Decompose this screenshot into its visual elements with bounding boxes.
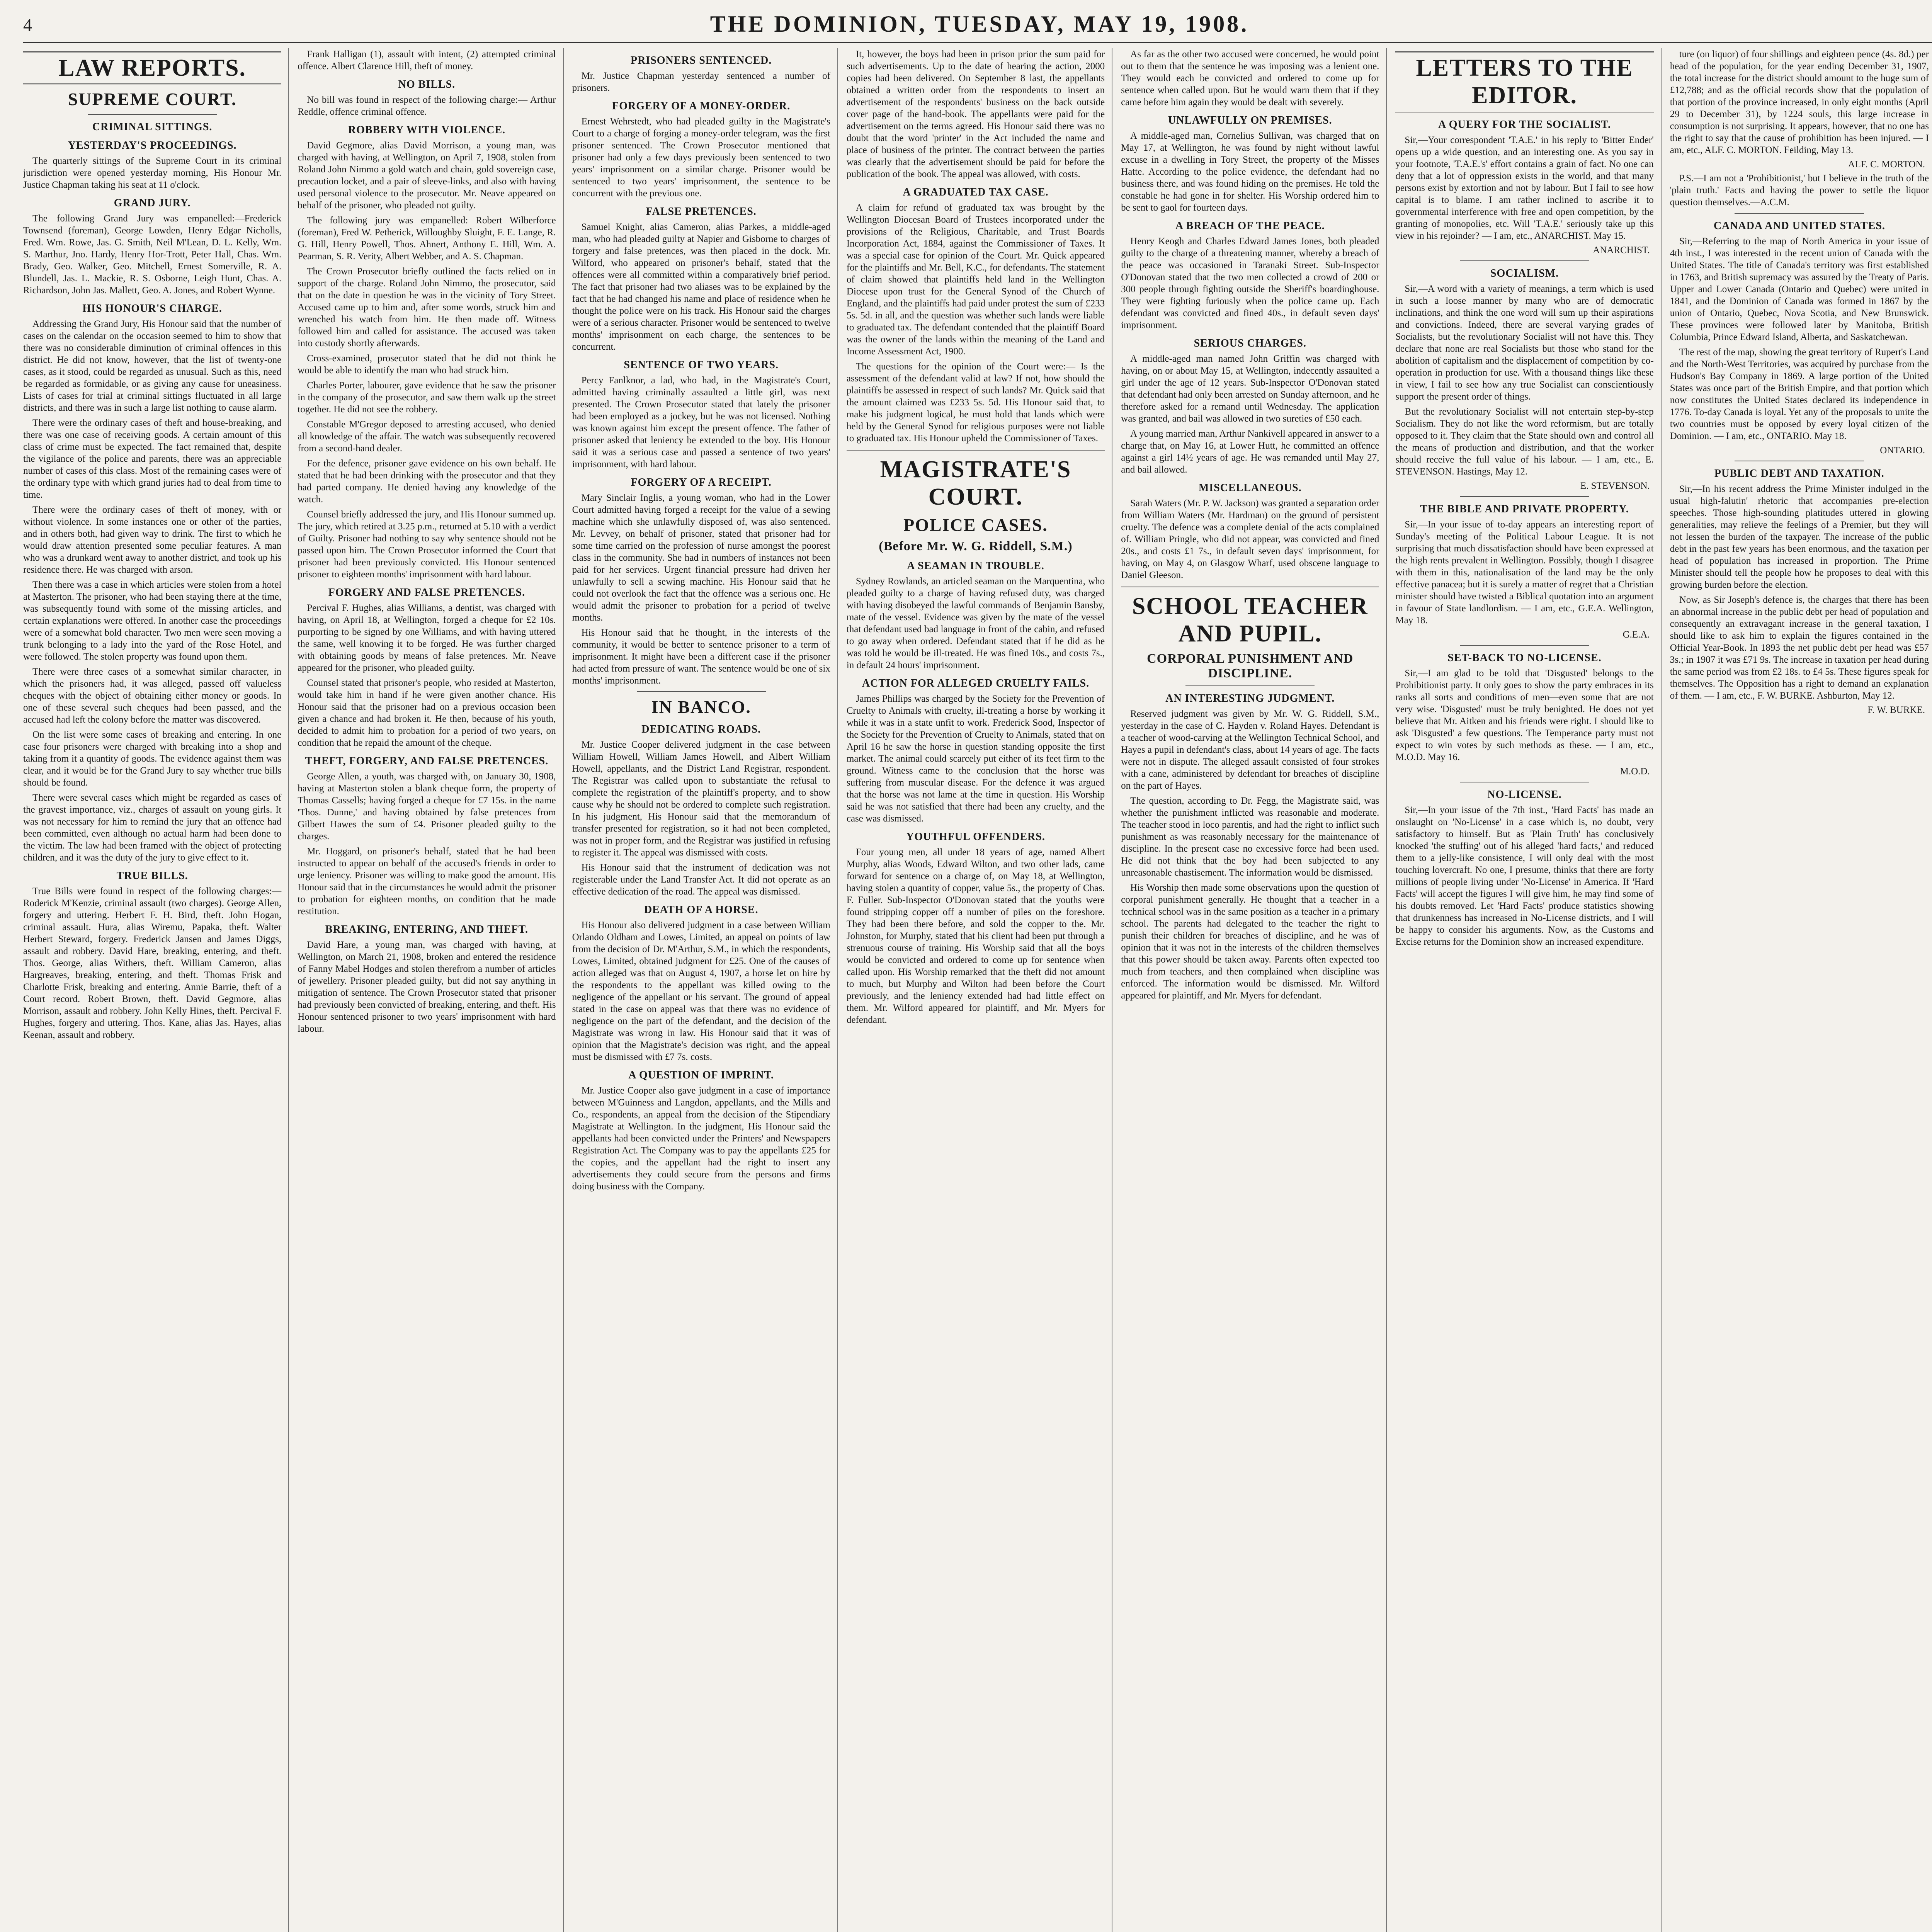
article-paragraph: There were three cases of a somewhat similar character, in which the prisoners had, it was alleged, passed off valueless cheques with the object of obtaining either money or goods. In one of these several such cheques had been passed, and the accused had left the colony before the matter was discovered. — [23, 667, 282, 725]
money-order-subheading: FORGERY OF A MONEY-ORDER. — [612, 100, 791, 112]
article-paragraph: On the list were some cases of breaking and entering. In one case four prisoners were charged with breaking into a shop and taking from it a quantity of goods. The evidence against them was clear, and it would be for the Grand Jury to say whether true bills should be found. — [23, 730, 282, 788]
letter-signature: M.O.D. — [1620, 766, 1650, 777]
article-paragraph: The following jury was empanelled: Robert Wilberforce (foreman), Fred W. Petherick, Willoughby Sluight, F. E. Lange, R. G. Hill, Henry Powell, Thos. Ahnert, Anthony E. Hill, Wm. A. Pearman, S. R. Verity, Albert Webber, and A. S. Chapman. — [298, 215, 556, 262]
article-paragraph: Counsel stated that prisoner's people, who resided at Masterton, would take him in hand if he were given another chance. His Honour said that the prisoner had on a previous occasion been given a chance and had broken it. He then, because of his youth, decided to admit him to probation for a period of two years, on condition that he repaid the amount of the cheque. — [298, 678, 556, 748]
criminal-sittings-subheading: CRIMINAL SITTINGS. — [92, 121, 213, 133]
column-5 — [1121, 48, 1387, 1932]
before-magistrate-note: (Before Mr. W. G. Riddell, S.M.) — [879, 539, 1073, 553]
forgery-subheading: FORGERY AND FALSE PRETENCES. — [328, 587, 526, 599]
letter-signature: F. W. BURKE. — [1867, 705, 1925, 715]
letter-paragraph: Sir,—In your issue of the 7th inst., 'Hard Facts' has made an onslaught on 'No-License' in a case which is, no doubt, very satisfactory to himself. But as 'Plain Truth' has conclusively knocked 'the stuffing' out of his alleged 'hard facts,' and reduced them to a jelly-like consistence, I will only deal with the most touching lovercraft. No one, I presume, thinks that there are forty millions of people living under 'No-License' in America. If 'Hard Facts' will accept the figures I will give him, he may find some of his doubts removed. Let 'Hard Facts' produce statistics showing that drunkenness has increased in No-License districts, and I will be happy to consider his arguments. Now, as the Customs and Excise returns for the Dominion show an increased expenditure. — [1395, 805, 1654, 947]
robbery-subheading: ROBBERY WITH VIOLENCE. — [348, 124, 505, 136]
article-paragraph: True Bills were found in respect of the following charges:— Roderick M'Kenzie, criminal assault (two charges). George Allen, forgery and uttering. Herbert F. H. Bird, theft. John Hogan, criminal assault. Hura, alias Wiremu, Papaka, theft. Walter Herbert Steward, forgery. Frederick Jansen and James Diggs, assault and robbery. David Hare, breaking, entering, and theft. Thos. George, alias Withers, theft. William Cameron, alias Hargreaves, breaking, entering, and theft. Thomas Frisk and Charlotte Frisk, breaking and entering. Annie Barrie, theft of a Court record. Robert Brown, theft. David Gegmore, alias Morrison, assault and robbery. John Kelly Hines, theft. Percival F. Hughes, forgery and uttering. Thos. Kane, alias Jas. Hayes, alias Keenan, assault and robbery. — [23, 886, 282, 1040]
socialism-subheading: SOCIALISM. — [1490, 267, 1559, 279]
article-paragraph: Percy Fanlknor, a lad, who had, in the Magistrate's Court, admitted having criminally assaulted a little girl, was next presented. The Crown Prosecutor stated that lately the prisoner had been employed as a jockey, but he was not licensed. Nothing was known against him except the present offence. The father of prisoner asked that leniency be extended to the boy. His Honour said it was a serious case and passed a sentence of two years' imprisonment, with hard labour. — [572, 375, 830, 469]
article-paragraph: Samuel Knight, alias Cameron, alias Parkes, a middle-aged man, who had pleaded guilty at Napier and Gisborne to charges of forgery and false pretences, was then placed in the dock. Mr. Wilford, who appeared on prisoner's behalf, stated that the offences were all committed within a comparatively brief period. The fact that prisoner had two aliases was to be explained by the fact that he had changed his name and place of residence when he thought the police were on his track. His Honour said the charges were of a serious character. Prisoner would be sentenced to twelve months' imprisonment on each charge, the sentences to be concurrent. — [572, 222, 830, 352]
letter-paragraph: The rest of the map, showing the great territory of Rupert's Land and the North-West Territories, was acquired by purchase from the Hudson's Bay Company in 1869. A large portion of the United States was once part of the British Empire, and that portion which now constitutes the United States declared its independence in 1776. To-day Canada is loyal. Yet any of the proposals to unite the two countries must be opposed by every loyal citizen of the Dominion. — I am, etc., ONTARIO. May 18. — [1670, 347, 1929, 441]
article-paragraph: Cross-examined, prosecutor stated that he did not think he would be able to identify the man who had struck him. — [298, 353, 556, 376]
death-horse-subheading: DEATH OF A HORSE. — [644, 904, 759, 916]
article-paragraph: There were the ordinary cases of theft of money, with or without violence. In some instances one or other of the parties, and in others both, had given way to drink. The first to which he would draw attention presented some peculiar features. A man who was a drunkard went away to another district, and took up his residence there. He was charged with arson. — [23, 505, 282, 575]
article-paragraph: James Phillips was charged by the Society for the Prevention of Cruelty to Animals with cruelty, ill-treating a horse by working it while it was in a state unfit to work. Frederick Sood, Inspector of the Society for the Prevention of Cruelty to Animals, stated that on April 16 he saw the horse in question standing opposite the first market. The animal could scarcely put either of its feet firm to the ground. Witness came to the conclusion that the horse was suffering from muscular disease. For the defence it was argued that the horse was not lame at the time in question. His Worship said he was not satisfied that there had been any cruelty, and the case was dismissed. — [846, 694, 1105, 824]
article-paragraph: Four young men, all under 18 years of age, named Albert Murphy, alias Woods, Edward Wilton, and two other lads, came forward for sentence on a charge of, on May 18, at Wellington, having stolen a quantity of copper, value 5s., the property of Chas. F. Fuller. Sub-Inspector O'Donovan stated that the youths were found stripping copper off a number of piles on the foreshore. They had been there before, and sold the copper to the. Mr. Johnston, for Murphy, stated that his client had been put through a strenuous course of training. His Worship said that all the boys would be convicted and ordered to come up for sentence when called upon. His Worship remarked that the theft did not amount to much, but Murphy and Wilton had been before the Court previously, and the leniency extended had had little effect on them. Mr. Wilford appeared for plaintiff, and Mr. Myers for defendant. — [846, 847, 1105, 1025]
no-license-subheading: NO-LICENSE. — [1487, 789, 1562, 801]
graduated-tax-subheading: A GRADUATED TAX CASE. — [903, 186, 1049, 198]
article-paragraph: Constable M'Gregor deposed to arresting accused, who denied all knowledge of the affair. The watch was subsequently recovered from a second-hand dealer. — [298, 419, 556, 454]
article-paragraph: George Allen, a youth, was charged with, on January 30, 1908, having at Masterton stolen a blank cheque form, the property of Thomas Cassells; having forged a cheque for £7 15s. in the name 'Thos. Dunne,' and having obtained by false pretences from Gilbert Hawes the sum of £4. Prisoner pleaded guilty to the charges. — [298, 771, 556, 842]
article-paragraph: Mr. Justice Chapman yesterday sentenced a number of prisoners. — [572, 71, 830, 93]
column-4 — [847, 48, 1112, 1932]
letter-signature: G.E.A. — [1622, 629, 1650, 640]
letter-signature: ANARCHIST. — [1593, 245, 1650, 255]
public-debt-subheading: PUBLIC DEBT AND TAXATION. — [1714, 468, 1884, 480]
canada-us-subheading: CANADA AND UNITED STATES. — [1713, 220, 1885, 232]
article-paragraph: Mr. Justice Cooper delivered judgment in the case between William Howell, William James Howell, and Albert William Howell, appellants, and the District Land Registrar, respondent. The Registrar was called upon to substantiate the refusal to complete the registration of the plaintiff's property, and to show cause why he should not be ordered to complete such registration. In his judgment, His Honour said that the memorandum of transfer presented for registration, so it had not been completed, was not in proper form, and the Registrar was justified in refusing to register it. The appeal was dismissed with costs. — [572, 740, 830, 858]
article-paragraph: David Gegmore, alias David Morrison, a young man, was charged with having, at Wellington, on April 7, 1908, stolen from Roland John Nimmo a gold watch and chain, gold sovereign case, precaution locket, and a pair of sleeve-links, and also with having used personal violence to the prosecutor. Mr. Neave appeared on behalf of the prisoner, who pleaded not guilty. — [298, 140, 556, 211]
prisoners-sentenced-subheading: PRISONERS SENTENCED. — [630, 54, 772, 66]
article-paragraph: The Crown Prosecutor briefly outlined the facts relied on in support of the charge. Roland John Nimmo, the prosecutor, said that on the date in question he was in the vicinity of Tory Street. Accused came up to him and, after some words, struck him and wrenched his watch from him. He then made off. Witness followed him and called for assistance. The accused was taken into custody shortly afterwards. — [298, 266, 556, 349]
article-paragraph: A young married man, Arthur Nankivell appeared in answer to a charge that, on May 16, at Lower Hutt, he committed an offence against a girl 14½ years of age. He was remanded until May 27, and bail allowed. — [1121, 429, 1379, 475]
article-paragraph: Percival F. Hughes, alias Williams, a dentist, was charged with having, on April 18, at Wellington, forged a cheque for £2 10s. purporting to be signed by one Williams, and with having uttered the same, well knowing it to be forged. He was further charged with obtaining goods by means of false pretences. Mr. Neave appeared for the prisoner, who pleaded guilty. — [298, 603, 556, 673]
column-6 — [1395, 48, 1661, 1932]
article-paragraph: David Hare, a young man, was charged with having, at Wellington, on March 21, 1908, broken and entered the residence of Fanny Mabel Hodges and stolen therefrom a number of articles of jewellery. Prisoner pleaded guilty, but did not say anything in mitigation of sentence. The Crown Prosecutor stated that prisoner had previously been convicted of breaking, entering, and theft. His Honour sentenced prisoner to two years' imprisonment with hard labour. — [298, 940, 556, 1034]
breaking-entering-subheading: BREAKING, ENTERING, AND THEFT. — [325, 923, 529, 935]
letter-paragraph: Sir,—A word with a variety of meanings, a term which is used in such a loose manner by many who are of democratic inclinations, and think the one word will sum up their aspirations and convictions. Indeed, there are several varying grades of Socialists, but the revolutionary Socialist will not have this. They declare that none are real Socialists but those who stand for the abolition of capitalism and the displacement of competition by co-operation in production for use. With a thousand things like these in view, I fail to see how any true Socialist can conscientiously support the present order of things. — [1395, 284, 1654, 402]
letter-signature: ALF. C. MORTON. — [1848, 159, 1925, 170]
miscellaneous-subheading: MISCELLANEOUS. — [1198, 482, 1302, 494]
query-socialist-subheading: A QUERY FOR THE SOCIALIST. — [1438, 119, 1611, 131]
article-paragraph: For the defence, prisoner gave evidence on his own behalf. He stated that he had been drinking with the prosecutor and that they had parted company. He denied having any knowledge of the watch. — [298, 458, 556, 505]
theft-forgery-subheading: THEFT, FORGERY, AND FALSE PRETENCES. — [305, 755, 549, 767]
article-paragraph: His Honour said that he thought, in the interests of the community, it would be better to sentence prisoner to a term of imprisonment. It might have been a different case if the prisoner had acted from pressure of want. The sentence would be one of six months' imprisonment. — [572, 628, 830, 686]
forgery-receipt-subheading: FORGERY OF A RECEIPT. — [631, 476, 772, 488]
article-paragraph: There were several cases which might be regarded as cases of the gravest importance, viz., charges of assault on young girls. It was not necessary for him to remind the jury that an offence had been committed, even although no actual harm had been done to the victim. The law had been framed with the object of protecting children, and it was the duty of the jury to give effect to it. — [23, 793, 282, 863]
magistrates-court-heading: MAGISTRATE'S COURT. — [880, 456, 1071, 510]
article-paragraph: His Worship then made some observations upon the question of corporal punishment generally. He thought that a teacher in a technical school was in the same position as a teacher in a primary school. The parents had delegated to the teacher the right to punish their children for breaches of discipline, and he was of opinion that it was not in the interests of the children themselves that this power should be taken away. Parents often expected too much from teachers, and then complained when discipline was enforced. The information would be dismissed. Mr. Wilford appeared for plaintiff, and Mr. Myers for defendant. — [1121, 883, 1379, 1001]
article-paragraph: A middle-aged man named John Griffin was charged with having, on or about May 15, at Wellington, indecently assaulted a girl under the age of 12 years. Sub-Inspector O'Donovan stated that defendant had only been arrested on Sunday afternoon, and he therefore asked for a remand until Wednesday. The application was granted, and bail was allowed in two sureties of £50 each. — [1121, 354, 1379, 424]
letter-paragraph: Sir,—Referring to the map of North America in your issue of 4th inst., I was interested in the recent union of Canada with the United States. The title of Canada's territory was first established in 1763, and British supremacy was assured by the Treaty of Paris. Upper and Lower Canada (Ontario and Quebec) were united in 1841, and the Dominion of Canada was formed in 1867 by the union of Ontario, Quebec, Nova Scotia, and New Brunswick. These provinces were followed later by Manitoba, British Columbia, Prince Edward Island, Alberta, and Saskatchewan. — [1670, 236, 1929, 342]
letter-paragraph: P.S.—I am not a 'Prohibitionist,' but I believe in the truth of the 'plain truth.' Facts and having the power to settle the liquor question themselves.—A.C.M. — [1670, 173, 1929, 207]
article-paragraph: Then there was a case in which articles were stolen from a hotel at Masterton. The prisoner, who had been staying there at the time, was subsequently found with some of the missing articles, and certain explanations were offered. In another case the proceedings were of a somewhat bold character. Two men were seen moving a trunk belonging to a lady into the yard of the Rose Hotel, and were followed. The stolen property was found upon them. — [23, 580, 282, 662]
article-paragraph: It, however, the boys had been in prison prior the sum paid for such advertisements. Up to the date of hearing the action, 2000 copies had been delivered. On September 8 last, the appellants obtained a written order from the respondents to insert an advertisement of the respondents' business on the back outside cover page of the hand-book. The appellants were paid for the advertisement on the terms agreed. His Honour said there was no doubt that the word 'printer' in the Act included the name and place of business of the printer. The contract between the parties was clearly that the advertisement should be paid for before the publication of the book. The appeal was allowed, with costs. — [846, 49, 1105, 179]
true-bills-subheading: TRUE BILLS. — [116, 870, 188, 882]
article-paragraph: Counsel briefly addressed the jury, and His Honour summed up. The jury, which retired at 3.25 p.m., returned at 5.10 with a verdict of Guilty. Prisoner had nothing to say why sentence should not be passed upon him. The Crown Prosecutor informed the Court that prisoner had been previously convicted. His Honour sentenced prisoner to eighteen months' imprisonment with hard labour. — [298, 509, 556, 580]
article-paragraph: A middle-aged man, Cornelius Sullivan, was charged that on May 17, at Wellington, he was found by night without lawful excuse in a dwelling in Tory Street, the property of the Misses Hatte. According to the police evidence, the defendant had no business there, and was found hiding on the premises. He told the constable he had gone in for shelter. His Worship ordered him to be sent to gaol for fourteen days. — [1121, 131, 1379, 213]
supreme-court-heading: SUPREME COURT. — [68, 89, 237, 109]
breach-peace-subheading: A BREACH OF THE PEACE. — [1175, 220, 1325, 232]
article-paragraph: Henry Keogh and Charles Edward James Jones, both pleaded guilty to the charge of a threatening manner, whereby a breach of the peace was occasioned in Taranaki Street. Sub-Inspector O'Donovan stated that the two men collected a crowd of 200 or 300 people through fighting outside the Sheriff's boardinghouse. They were fighting furiously when the police came up. Each defendant was convicted and fined 40s., in default seven days' imprisonment. — [1121, 236, 1379, 330]
police-cases-heading: POLICE CASES. — [903, 515, 1048, 535]
article-paragraph: Sydney Rowlands, an articled seaman on the Marquentina, who pleaded guilty to a charge of having refused duty, was charged with having disobeyed the lawful commands of Benjamin Bansby, mate of the vessel. Evidence was given by the mate of the vessel that defendant used bad language in front of the cabin, and refused to go away when ordered. Defendant stated that if he did as he was told he would be ill-treated. He was fined 10s., and costs 7s., in default 24 hours' imprisonment. — [846, 576, 1105, 670]
article-paragraph: Mr. Hoggard, on prisoner's behalf, stated that he had been instructed to appear on behalf of the accused's friends in order to urge leniency. Prisoner was willing to make good the amount. His Honour said that in the circumstances he would admit the prisoner to probation for eighteen months, on condition that he made restitution. — [298, 846, 556, 917]
youthful-offenders-subheading: YOUTHFUL OFFENDERS. — [906, 831, 1045, 843]
no-license-setback-subheading: SET-BACK TO NO-LICENSE. — [1447, 652, 1602, 664]
article-paragraph: Charles Porter, labourer, gave evidence that he saw the prisoner in the company of the prosecutor, and saw them walk up the street together. He did not see the robbery. — [298, 380, 556, 415]
letter-paragraph: ture (on liquor) of four shillings and eighteen pence (4s. 8d.) per head of the population, for the year ending December 31, 1907, the total increase for the district should amount to the huge sum of £12,788; and as the official records show that the population of that portion of the province increased, in only eight months (April 29 to December 31), by 1224 souls, this large increase in consumption is not surprising. It appears, however, that no one has the right to say that the cause of prohibition has been injured. — I am, etc., ALF. C. MORTON. Feilding, May 13. — [1670, 49, 1929, 155]
letter-paragraph: Sir,—Your correspondent 'T.A.E.' in his reply to 'Bitter Ender' opens up a wide question, and an interesting one. As you say in your footnote, 'T.A.E.'s' effort contains a grain of fact. No one can deny that a lot of oppression exists in the world, and that many persons exist by extortion and not by labour. But I fail to see how capital is to blame. I am rather inclined to ascribe it to governmental interference with free and open competition, by the granting of monopolies, etc. Will 'T.A.E.' seriously take up this view in his rejoinder? — I am, etc., ANARCHIST. May 15. — [1395, 135, 1654, 241]
honours-charge-subheading: HIS HONOUR'S CHARGE. — [82, 303, 222, 315]
article-paragraph: There were the ordinary cases of theft and house-breaking, and there was one case of receiving goods. A certain amount of this class of crime must be expected. The fact remained that, despite the vigilance of the police and parents, there was an appreciable number of cases of this class. Most of the remaining cases were of the ordinary type with which grand juries had to deal from time to time. — [23, 418, 282, 500]
school-teacher-heading: SCHOOL TEACHER AND PUPIL. — [1132, 593, 1368, 647]
dedicating-roads-subheading: DEDICATING ROADS. — [641, 723, 761, 735]
letter-signature: E. STEVENSON. — [1580, 481, 1650, 491]
unlawfully-subheading: UNLAWFULLY ON PREMISES. — [1168, 114, 1332, 126]
letters-heading: LETTERS TO THE EDITOR. — [1395, 51, 1653, 112]
article-paragraph: Frank Halligan (1), assault with intent, (2) attempted criminal offence. Albert Clarence Hill, theft of money. — [298, 49, 556, 71]
article-paragraph: As far as the other two accused were concerned, he would point out to them that the sentence he was imposing was a lenient one. They would each be convicted and ordered to come up for sentence when called upon. But he would warn them that if they came before him again they would be dealt with severely. — [1121, 49, 1379, 107]
yesterdays-proceedings-subheading: YESTERDAY'S PROCEEDINGS. — [68, 139, 237, 151]
column-2 — [298, 48, 563, 1932]
article-paragraph: The quarterly sittings of the Supreme Court in its criminal jurisdiction were opened yesterday morning, His Honour Mr. Justice Chapman taking his seat at 11 o'clock. — [23, 156, 282, 190]
page-number: 4 — [23, 15, 32, 35]
imprint-subheading: A QUESTION OF IMPRINT. — [628, 1069, 774, 1081]
article-paragraph: Mary Sinclair Inglis, a young woman, who had in the Lower Court admitted having forged a receipt for the value of a sewing machine which she unlawfully disposed of, was also sentenced. Mr. Levvey, on behalf of prisoner, stated that prisoner had for some time carried on the profession of nurse amongst the poorest class in the community. She had in numbers of instances not been paid for her services. Urgent financial pressure had driven her unlawfully to sell a sewing machine. His Honour said that he could not overlook the fact that the offence was a serious one. He would admit the prisoner to probation for a period of twelve months. — [572, 493, 830, 623]
corporal-punishment-subheading: CORPORAL PUNISHMENT AND DISCIPLINE. — [1147, 651, 1354, 680]
article-paragraph: Mr. Justice Cooper also gave judgment in a case of importance between M'Guinness and Langdon, appellants, and the Mills and Co., respondents, an appeal from the decision of the Stipendiary Magistrate at Wellington. In the judgment, His Honour said the appellants had been convicted under the Printers' and Newspapers Registration Act. The Company was to pay the appellants £25 for the copies, and the appellant had the right to insert any advertisements they could secure from the persons and firms doing business with the Company. — [572, 1085, 830, 1192]
article-paragraph: Ernest Wehrstedt, who had pleaded guilty in the Magistrate's Court to a charge of forging a money-order telegram, was the first prisoner sentenced. The Crown Prosecutor mentioned that prisoner had only a few days previously been sentenced to two years' imprisonment on a similar charge. Prisoner would be sentenced to two years' imprisonment, the sentence to be concurrent with the previous one. — [572, 116, 830, 199]
serious-charges-subheading: SERIOUS CHARGES. — [1194, 337, 1306, 349]
no-bills-subheading: NO BILLS. — [398, 78, 456, 90]
letter-signature: ONTARIO. — [1880, 445, 1925, 456]
grand-jury-subheading: GRAND JURY. — [114, 197, 191, 209]
article-paragraph: No bill was found in respect of the following charge:— Arthur Reddle, offence criminal offence. — [298, 95, 556, 117]
article-paragraph: His Honour also delivered judgment in a case between William Orlando Oldham and Lowes, Limited, an appeal on points of law from the decision of Dr. M'Arthur, S.M., in which the respondents, Lowes, Limited, obtained judgment for £25. One of the causes of action alleged was that on August 4, 1907, a horse let on hire by the respondents to the appellant was killed owing to the negligence of the appellant or his servant. The ground of appeal stated in the case on appeal was that there was no evidence of negligence on the part of the defendant, and the decision of the Magistrate was wrong in law. His Honour said that it was of opinion that the Magistrate's decision was right, and the appeal must be dismissed with £7 7s. costs. — [572, 920, 830, 1062]
cruelty-subheading: ACTION FOR ALLEGED CRUELTY FAILS. — [862, 677, 1090, 689]
two-years-subheading: SENTENCE OF TWO YEARS. — [624, 359, 779, 371]
letter-paragraph: But the revolutionary Socialist will not entertain step-by-step Socialism. They do not like the word reformism, but are totally opposed to it. They claim that the State should own and control all the means of production and distribution, and that the worker should receive the full value of his labour. — I am, etc., E. STEVENSON. Hastings, May 12. — [1395, 406, 1654, 477]
letter-paragraph: Sir,—In his recent address the Prime Minister indulged in the usual high-falutin' rhetoric that accompanies pre-election speeches. Those high-sounding platitudes uttered in glowing generalities, may relieve the feelings of a Premier, but they will not lessen the burden of the taxpayer. The increase of the public debt in the past few years has been enormous, and the taxation per head of population has increased in proportion. The Prime Minister should tell the people how he proposes to deal with this growing burden before the election. — [1670, 484, 1929, 590]
letter-paragraph: Now, as Sir Joseph's defence is, the charges that there has been an abnormal increase in the public debt per head of population and consequently an extravagant increase in the general taxation, I should like to ask him to explain the figures contained in the Official Year-Book. In 1893 the net public debt per head was £57 3s.; in 1907 it was £71 9s. The increase in taxation per head during the same period was from £2 18s. to £4 5s. These figures speak for themselves. The Opposition has a right to demand an explanation of them. — I am, etc., F. W. BURKE. Ashburton, May 12. — [1670, 595, 1929, 701]
article-paragraph: Addressing the Grand Jury, His Honour said that the number of cases on the calendar on the occasion seemed to him to show that there was no considerable diminution of criminal offences in this district. He did not know, however, that the list of twenty-one cases, as it stood, could be regarded as unusual. Such as this, need be regarded as formidable, or as giving any cause for uneasiness. Lists of cases for trial at criminal sittings fluctuated in all large districts, and there was in such a large list nothing to cause alarm. — [23, 319, 282, 413]
judgment-subheading: AN INTERESTING JUDGMENT. — [1165, 692, 1335, 704]
newspaper-masthead — [23, 7, 1932, 43]
article-paragraph: His Honour said that the instrument of dedication was not registerable under the Land Transfer Act. It did not operate as an effective dedication of the road. The appeal was dismissed. — [572, 862, 830, 897]
article-paragraph: The questions for the opinion of the Court were:— Is the assessment of the defendant valid at law? If not, how should the plaintiffs be assessed in respect of such lands? Mr. Quick said that the amount claimed was £233 5s. 5d. His Honour said that, to make his judgment logical, he must hold that lands which were held by the General Synod for religious purposes were not liable to graduated tax. His Honour upheld the Commissioner of Taxes. — [846, 361, 1105, 444]
column-7 — [1670, 48, 1932, 1932]
page-columns — [23, 48, 1932, 1932]
false-pretences-subheading: FALSE PRETENCES. — [646, 206, 757, 218]
seaman-subheading: A SEAMAN IN TROUBLE. — [907, 560, 1044, 572]
article-paragraph: Reserved judgment was given by Mr. W. G. Riddell, S.M., yesterday in the case of C. Hayden v. Roland Hayes. Defendant is a teacher of wood-carving at the Wellington Technical School, and Hayes a pupil in defendant's class, about 14 years of age. The facts were not in dispute. The alleged assault consisted of four strokes with a cane, administered by defendant for breaches of discipline on the part of Hayes. — [1121, 709, 1379, 791]
article-paragraph: A claim for refund of graduated tax was brought by the Wellington Diocesan Board of Trustees incorporated under the provisions of the Religious, Charitable, and Trust Boards Incorporation Act, 1884, against the Commissioner of Taxes. It was a special case for opinion of the Court. Mr. Quick appeared for the plaintiffs and Mr. Bell, K.C., for defendants. The statement of claim showed that plaintiffs held land in the Wellington Diocese upon trust for the General Synod of the Church of England, and the plaintiffs had paid under protest the sum of £233 5s. 5d. in all, and the question was whether such lands were liable to graduated tax. The defendant contended that the plaintiff Board was the owner of the lands within the meaning of the Land and Income Assessment Act, 1900. — [846, 202, 1105, 357]
letter-paragraph: Sir,—I am glad to be told that 'Disgusted' belongs to the Prohibitionist party. It only goes to show the party embraces in its ranks all sorts and conditions of men—even some that are not very wise. 'Disgusted' must be truly benighted. He does not yet believe that Mr. Aitken and his friends were right. I should like to ask 'Disgusted' a few questions. The Temperance party must not expect to win votes by such methods as these. — I am, etc., M.O.D. May 16. — [1395, 668, 1654, 762]
article-paragraph: The following Grand Jury was empanelled:—Frederick Townsend (foreman), George Lowden, Henry Edgar Nicholls, Fred. Wm. Rowe, Jas. G. Smith, Neil M'Lean, D. L. Kelly, Wm. S. Marthur, Jno. Hardy, Henry Hor-Trott, Peter Hall, Chas. Wm. Brady, Geo. Walker, Geo. Mitchell, Ernest Somerville, R. A. Blundell, Jas. L. Mackie, R. S. Osborne, Leigh Hunt, Chas. A. Richardson, John Jas. Mallett, Geo. A. Jones, and Robert Wynne. — [23, 213, 282, 296]
law-reports-heading: LAW REPORTS. — [23, 51, 281, 85]
bible-property-subheading: THE BIBLE AND PRIVATE PROPERTY. — [1420, 503, 1629, 515]
newspaper-title: THE DOMINION, TUESDAY, MAY 19, 1908. — [710, 11, 1249, 37]
article-paragraph: The question, according to Dr. Fegg, the Magistrate said, was whether the punishment inflicted was reasonable and moderate. The teacher stood in loco parentis, and had the right to inflict such punishment as was reasonably necessary for the maintenance of discipline. In the present case no excessive force had been used. He did not think that the boy had been subjected to any unreasonable chastisement. The information would be dismissed. — [1121, 796, 1379, 878]
column-3 — [572, 48, 838, 1932]
article-paragraph: Sarah Waters (Mr. P. W. Jackson) was granted a separation order from William Waters (Mr. Hardman) on the ground of persistent cruelty. The defence was a complete denial of the acts complained of. William Pringle, who did not appear, was convicted and fined 20s., and costs £1 7s., in default seven days' imprisonment, for having, on May 4, on Glasgow Wharf, used obscene language to Daniel Gleeson. — [1121, 498, 1379, 580]
in-banco-heading: IN BANCO. — [651, 697, 751, 717]
letter-paragraph: Sir,—In your issue of to-day appears an interesting report of Sunday's meeting of the Political Labour League. It is not surprising that much dissatisfaction should have been expressed at the high rents prevalent in Wellington. Possibly, though I disagree with them in this, nationalisation of the land may be the only effective panacea; but it is surely a matter of regret that a Christian minister should have twisted a Biblical quotation into an argument in favour of State landlordism. — I am, etc., G.E.A. Wellington, May 18. — [1395, 519, 1654, 626]
column-1 — [23, 48, 289, 1932]
